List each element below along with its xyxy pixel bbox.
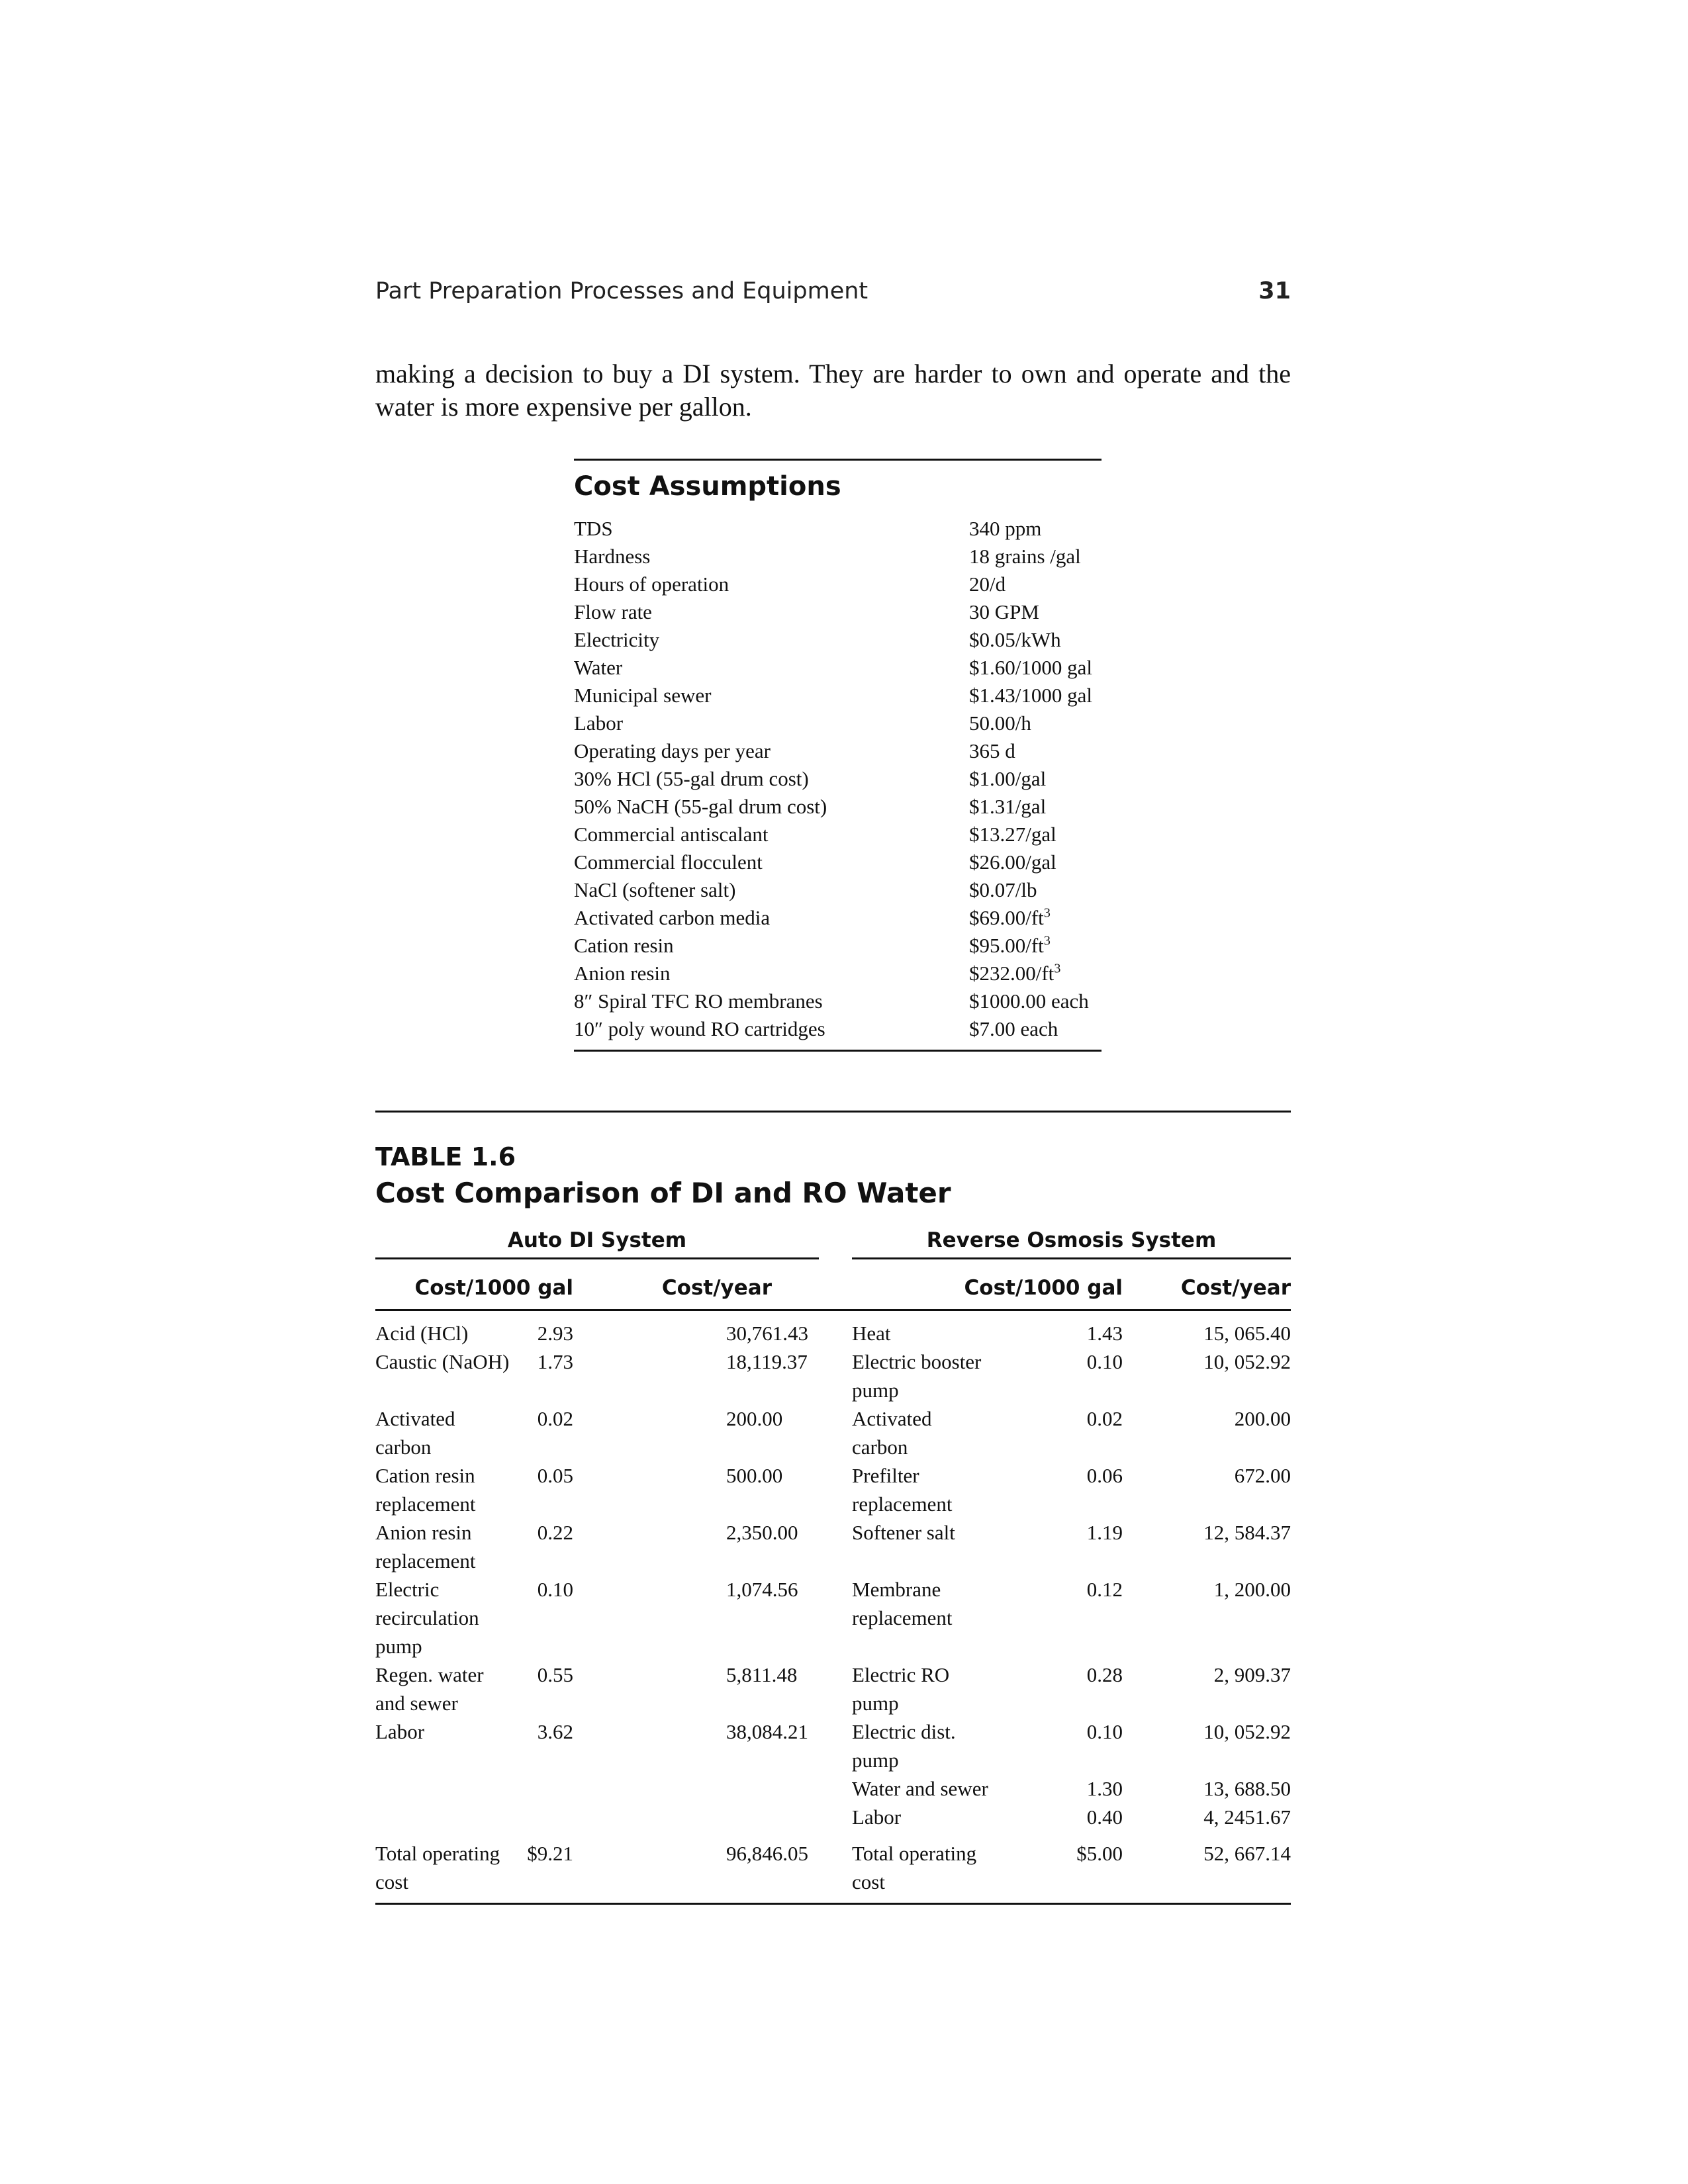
assumption-label: Hours of operation — [574, 572, 729, 596]
row-label-ro: Membrane replacement — [852, 1578, 953, 1629]
ro-cost-per-1000: 0.10 — [1086, 1720, 1123, 1743]
assumption-label: Labor — [574, 711, 624, 735]
row-label-di: Regen. water and sewer — [375, 1663, 484, 1715]
assumption-value-text: 50.00/h — [969, 711, 1031, 735]
assumption-label: Commercial antiscalant — [574, 823, 769, 846]
row-label-di: Anion resin replacement — [375, 1521, 476, 1572]
assumption-value — [969, 932, 1102, 960]
assumption-value — [969, 904, 1102, 932]
assumption-row — [574, 709, 1102, 737]
table-label: TABLE 1.6 — [375, 1142, 516, 1171]
di-cost-per-1000: 0.22 — [537, 1521, 573, 1544]
row-label-di: Total operating cost — [375, 1842, 500, 1893]
row-label-ro: Electric RO pump — [852, 1663, 950, 1715]
cost-assumptions-box — [574, 459, 1102, 1052]
column-header-row — [375, 1271, 1291, 1311]
assumption-row — [574, 626, 1102, 654]
assumption-row — [574, 654, 1102, 682]
assumption-value-text: 340 ppm — [969, 517, 1042, 540]
assumption-value-text: $26.00/gal — [969, 850, 1056, 874]
assumption-row — [574, 570, 1102, 598]
assumption-row — [574, 598, 1102, 626]
di-cost-per-year: 1,074.56 — [726, 1578, 798, 1601]
ro-cost-per-1000: 1.30 — [1086, 1777, 1123, 1800]
assumption-row — [574, 876, 1102, 904]
assumption-value-text: $1.00/gal — [969, 767, 1047, 790]
row-label-di: Electric recirculation pump — [375, 1578, 479, 1658]
table-row — [375, 1404, 1291, 1461]
assumption-label: Commercial flocculent — [574, 850, 763, 874]
assumption-value-text: $1.60/1000 gal — [969, 656, 1092, 679]
assumption-value — [969, 821, 1102, 848]
ro-cost-per-1000: 0.12 — [1086, 1578, 1123, 1601]
col-header-ro-cost1000: Cost/1000 gal — [964, 1276, 1123, 1300]
row-label-ro: Water and sewer — [852, 1777, 988, 1800]
assumption-value — [969, 543, 1102, 570]
assumption-value-superscript: 3 — [1043, 933, 1051, 948]
table-row — [375, 1347, 1291, 1404]
assumption-value — [969, 570, 1102, 598]
assumption-label: NaCl (softener salt) — [574, 878, 736, 901]
table-1-6 — [375, 1111, 1291, 1905]
di-cost-per-1000: 2.93 — [537, 1322, 573, 1345]
ro-cost-per-year: 15, 065.40 — [1203, 1322, 1291, 1345]
table-row — [375, 1774, 1291, 1803]
assumption-label: Cation resin — [574, 934, 674, 957]
ro-cost-per-year: 52, 667.14 — [1203, 1842, 1291, 1865]
assumption-row — [574, 904, 1102, 932]
col-header-di-costyear: Cost/year — [661, 1276, 772, 1300]
assumption-value-text: $0.05/kWh — [969, 628, 1061, 651]
assumption-value-text: 20/d — [969, 572, 1006, 596]
assumption-row — [574, 960, 1102, 987]
table-row — [375, 1575, 1291, 1661]
table-row — [375, 1661, 1291, 1717]
assumption-value-text: $0.07/lb — [969, 878, 1037, 901]
di-cost-per-1000: 1.73 — [537, 1350, 573, 1373]
assumption-label: Operating days per year — [574, 739, 771, 762]
table-row — [375, 1461, 1291, 1518]
assumption-value — [969, 960, 1102, 987]
assumption-value-text: 365 d — [969, 739, 1015, 762]
running-head-title: Part Preparation Processes and Equipment — [375, 278, 868, 304]
assumption-value-text: $1000.00 each — [969, 989, 1089, 1013]
di-cost-per-year: 5,811.48 — [726, 1663, 798, 1686]
cost-assumptions-list — [574, 506, 1102, 1050]
assumption-value — [969, 515, 1102, 543]
row-label-di: Labor — [375, 1720, 425, 1743]
assumption-label: Activated carbon media — [574, 906, 771, 929]
assumption-value — [969, 876, 1102, 904]
di-cost-per-year: 18,119.37 — [726, 1350, 808, 1373]
assumption-row — [574, 848, 1102, 876]
group-header-ro: Reverse Osmosis System — [852, 1228, 1291, 1259]
ro-cost-per-1000: 1.43 — [1086, 1322, 1123, 1345]
row-label-ro: Electric dist. pump — [852, 1720, 956, 1772]
row-label-di: Caustic (NaOH) — [375, 1350, 510, 1373]
cost-assumptions-title: Cost Assumptions — [574, 471, 841, 502]
row-label-ro: Electric booster pump — [852, 1350, 982, 1402]
assumption-label: 50% NaCH (55-gal drum cost) — [574, 795, 827, 818]
assumption-value-text: $95.00/ft — [969, 934, 1044, 957]
assumption-label: 10″ poly wound RO cartridges — [574, 1017, 825, 1040]
ro-cost-per-year: 672.00 — [1234, 1464, 1291, 1487]
di-cost-per-1000: 3.62 — [537, 1720, 573, 1743]
di-cost-per-1000: 0.02 — [537, 1407, 573, 1430]
assumption-row — [574, 932, 1102, 960]
di-cost-per-year: 96,846.05 — [726, 1842, 808, 1865]
di-cost-per-1000: $9.21 — [527, 1842, 573, 1865]
row-label-di: Activated carbon — [375, 1407, 455, 1459]
table-row — [375, 1319, 1291, 1347]
assumption-row — [574, 515, 1102, 543]
table-row — [375, 1717, 1291, 1774]
di-cost-per-year: 30,761.43 — [726, 1322, 808, 1345]
row-label-ro: Heat — [852, 1322, 891, 1345]
assumption-label: Flow rate — [574, 600, 652, 623]
table-row — [375, 1518, 1291, 1575]
row-label-ro: Total operating cost — [852, 1842, 977, 1893]
ro-cost-per-year: 1, 200.00 — [1213, 1578, 1291, 1601]
assumption-value — [969, 1015, 1102, 1043]
ro-cost-per-year: 13, 688.50 — [1203, 1777, 1291, 1800]
assumption-row — [574, 737, 1102, 765]
assumption-label: Municipal sewer — [574, 684, 712, 707]
row-label-ro: Softener salt — [852, 1521, 955, 1544]
row-label-ro: Labor — [852, 1805, 902, 1829]
row-label-ro: Prefilter replacement — [852, 1464, 953, 1516]
group-header-di: Auto DI System — [375, 1228, 819, 1259]
di-cost-per-1000: 0.10 — [537, 1578, 573, 1601]
running-head — [375, 278, 1291, 304]
assumption-value — [969, 682, 1102, 709]
assumption-value — [969, 709, 1102, 737]
table-caption: Cost Comparison of DI and RO Water — [375, 1177, 951, 1209]
assumption-row — [574, 765, 1102, 793]
assumption-value-text: $7.00 each — [969, 1017, 1058, 1040]
col-header-ro-costyear: Cost/year — [1180, 1276, 1291, 1300]
assumption-value — [969, 987, 1102, 1015]
ro-cost-per-year: 12, 584.37 — [1203, 1521, 1291, 1544]
assumption-value-text: $13.27/gal — [969, 823, 1056, 846]
ro-cost-per-year: 4, 2451.67 — [1203, 1805, 1291, 1829]
assumption-label: 30% HCl (55-gal drum cost) — [574, 767, 809, 790]
assumption-row — [574, 793, 1102, 821]
table-row — [375, 1803, 1291, 1831]
assumption-value — [969, 848, 1102, 876]
table-body — [375, 1311, 1291, 1905]
di-cost-per-year: 2,350.00 — [726, 1521, 798, 1544]
assumption-value-text: 30 GPM — [969, 600, 1039, 623]
ro-cost-per-year: 10, 052.92 — [1203, 1720, 1291, 1743]
assumption-value — [969, 793, 1102, 821]
assumption-value — [969, 654, 1102, 682]
intro-paragraph: making a decision to buy a DI system. They are harder to own and operate and the water is more expensive per gallon. — [375, 359, 1291, 422]
ro-cost-per-1000: 0.40 — [1086, 1805, 1123, 1829]
assumption-value-text: $69.00/ft — [969, 906, 1044, 929]
assumption-value-superscript: 3 — [1054, 961, 1061, 976]
assumption-label: TDS — [574, 517, 613, 540]
assumption-value-text: $1.31/gal — [969, 795, 1047, 818]
ro-cost-per-1000: 1.19 — [1086, 1521, 1123, 1544]
assumption-value — [969, 737, 1102, 765]
assumption-label: Electricity — [574, 628, 660, 651]
assumption-row — [574, 543, 1102, 570]
ro-cost-per-1000: 0.02 — [1086, 1407, 1123, 1430]
assumption-label: Water — [574, 656, 623, 679]
ro-cost-per-1000: 0.28 — [1086, 1663, 1123, 1686]
ro-cost-per-year: 10, 052.92 — [1203, 1350, 1291, 1373]
table-row — [375, 1839, 1291, 1896]
row-label-ro: Activated carbon — [852, 1407, 932, 1459]
di-cost-per-1000: 0.55 — [537, 1663, 573, 1686]
ro-cost-per-1000: 0.06 — [1086, 1464, 1123, 1487]
col-header-di-cost1000: Cost/1000 gal — [414, 1276, 573, 1300]
assumption-label: Hardness — [574, 545, 651, 568]
ro-cost-per-year: 2, 909.37 — [1213, 1663, 1291, 1686]
assumption-row — [574, 821, 1102, 848]
assumption-label: 8″ Spiral TFC RO membranes — [574, 989, 823, 1013]
di-cost-per-1000: 0.05 — [537, 1464, 573, 1487]
assumption-row — [574, 987, 1102, 1015]
assumption-label: Anion resin — [574, 962, 671, 985]
row-label-di: Cation resin replacement — [375, 1464, 476, 1516]
ro-cost-per-year: 200.00 — [1234, 1407, 1291, 1430]
assumption-value-superscript: 3 — [1043, 905, 1051, 921]
assumption-value — [969, 765, 1102, 793]
group-header-row — [375, 1228, 1291, 1261]
assumption-value — [969, 626, 1102, 654]
row-label-di: Acid (HCl) — [375, 1322, 469, 1345]
di-cost-per-year: 500.00 — [726, 1464, 783, 1487]
di-cost-per-year: 38,084.21 — [726, 1720, 808, 1743]
di-cost-per-year: 200.00 — [726, 1407, 783, 1430]
assumption-row — [574, 682, 1102, 709]
assumption-row — [574, 1015, 1102, 1043]
assumption-value — [969, 598, 1102, 626]
ro-cost-per-1000: 0.10 — [1086, 1350, 1123, 1373]
assumption-value-text: $1.43/1000 gal — [969, 684, 1092, 707]
assumption-value-text: 18 grains /gal — [969, 545, 1081, 568]
assumption-value-text: $232.00/ft — [969, 962, 1055, 985]
page-number: 31 — [1258, 278, 1291, 304]
ro-cost-per-1000: $5.00 — [1076, 1842, 1123, 1865]
